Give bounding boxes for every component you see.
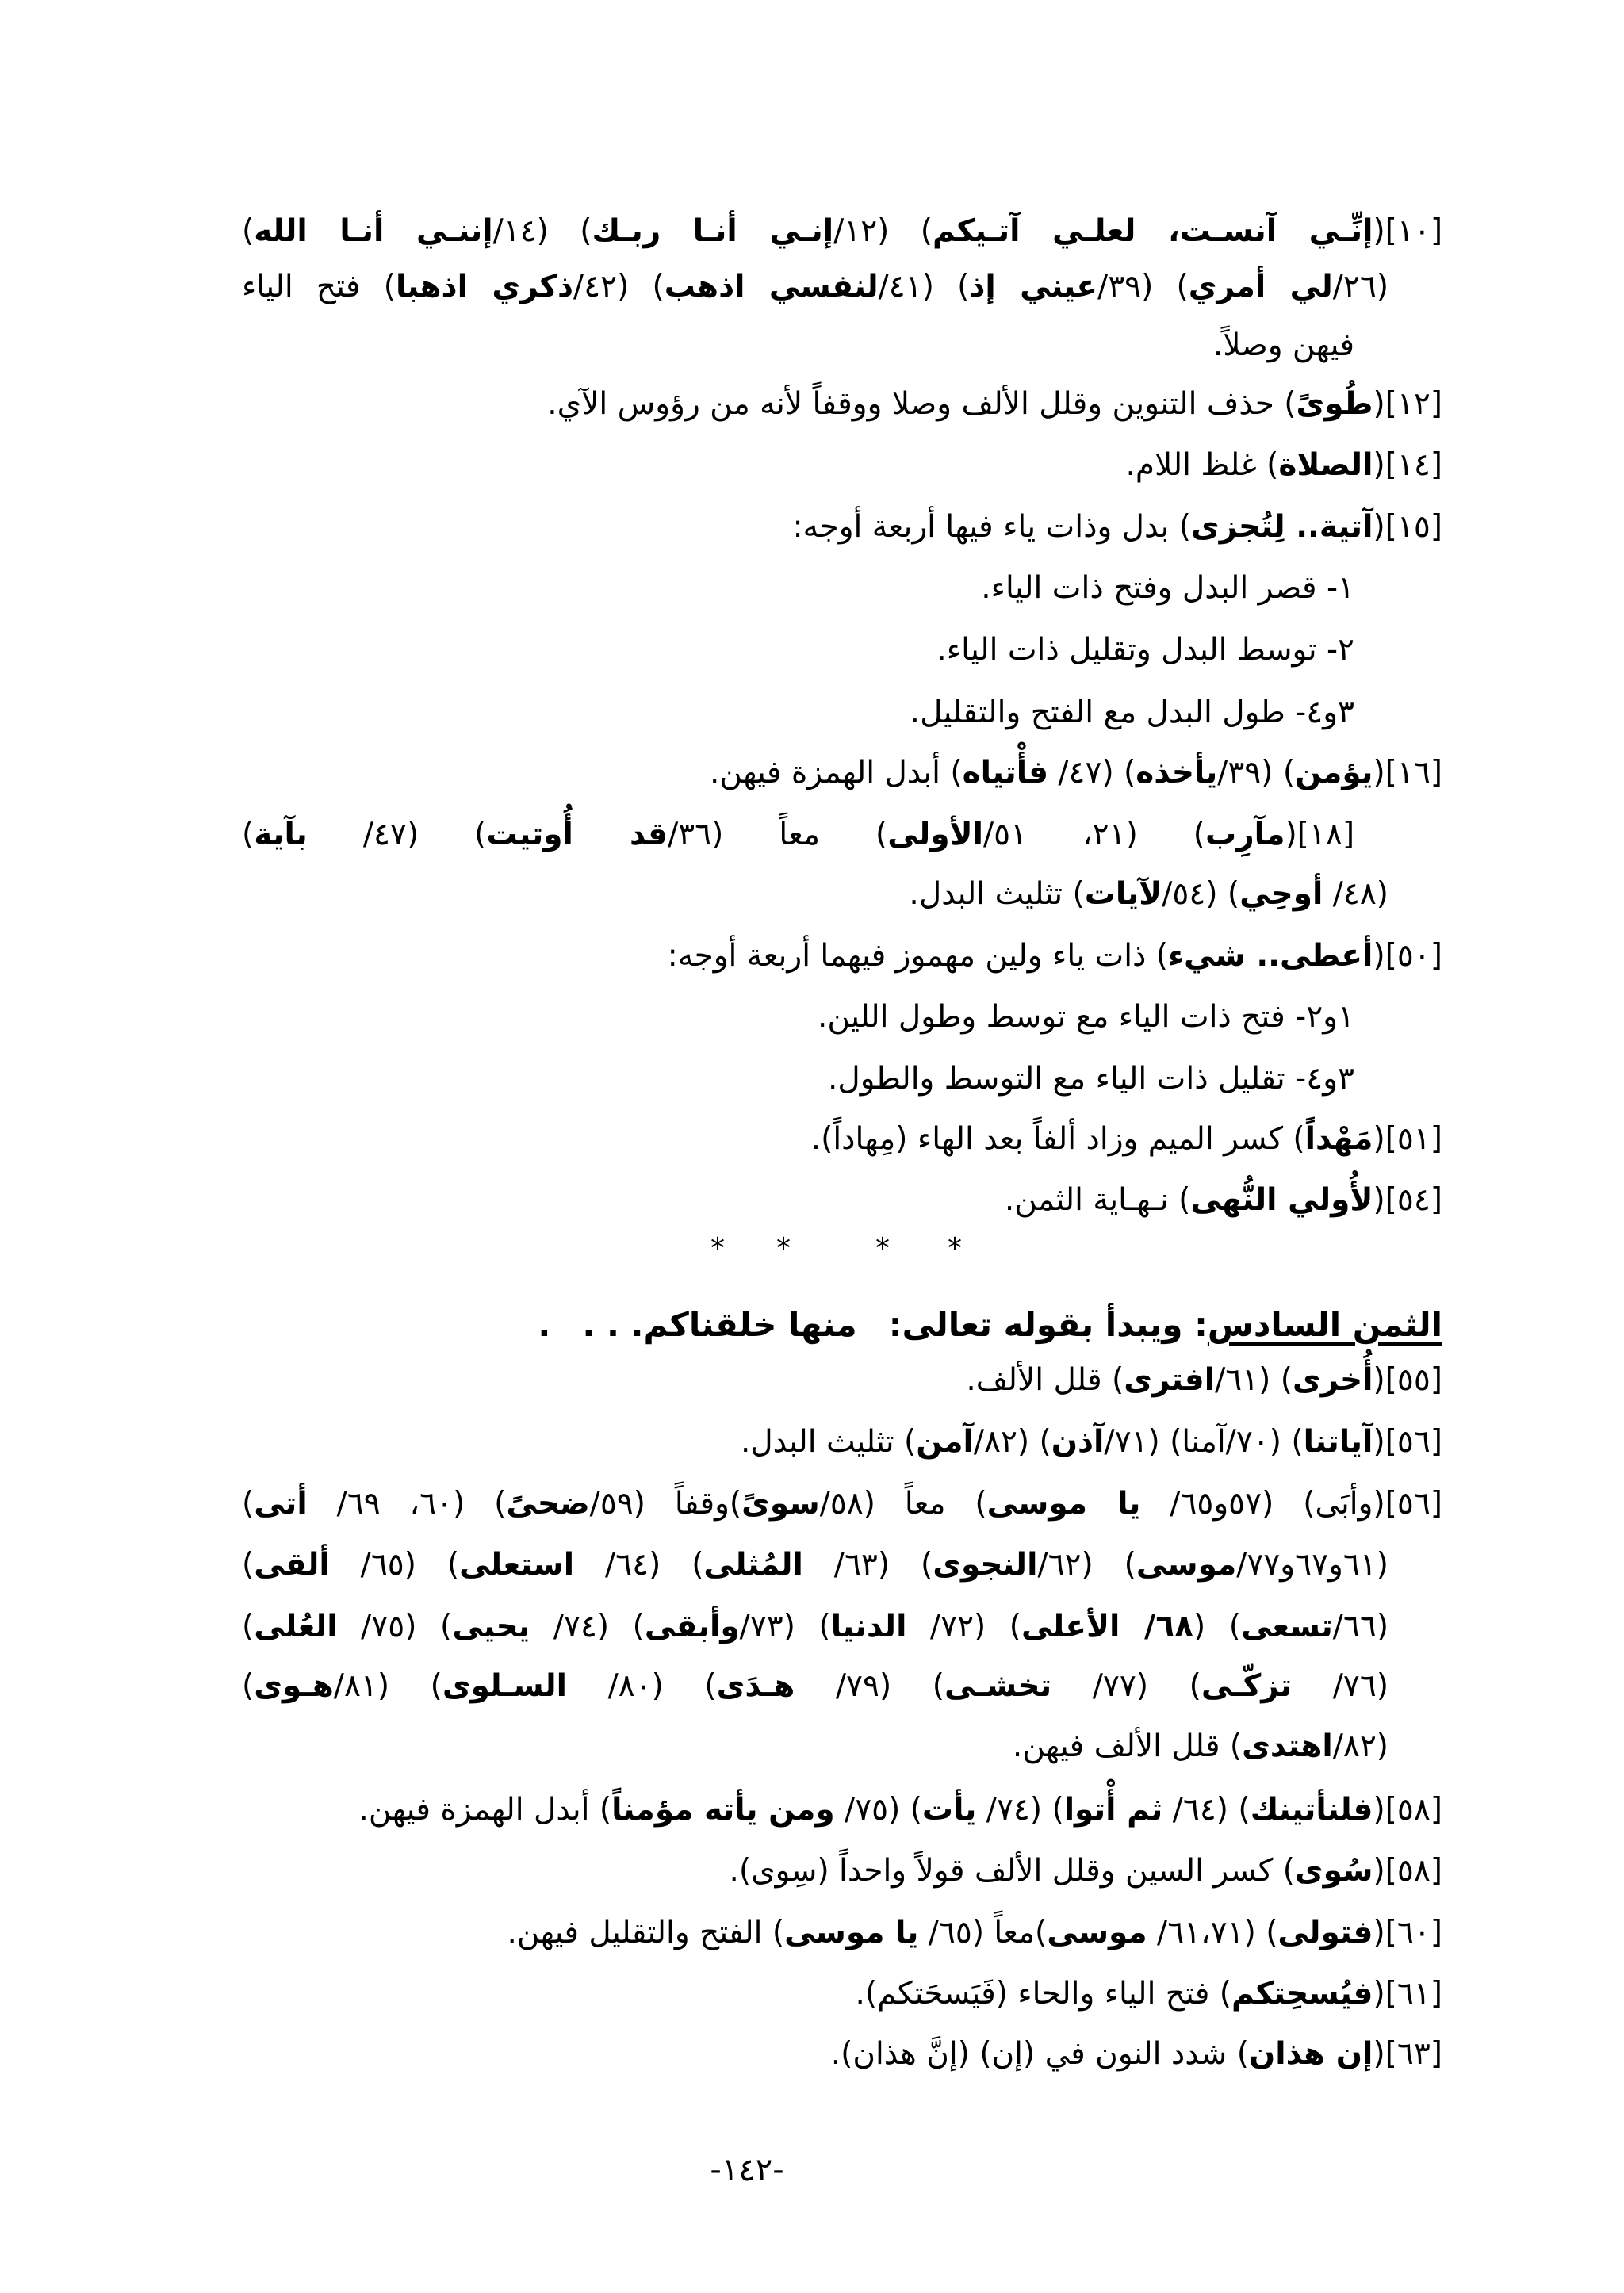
bold-term: لي أمري bbox=[1188, 269, 1333, 304]
line-text: ) (١٤/ bbox=[492, 213, 592, 249]
line-text: ) (٧٤/ bbox=[530, 1609, 645, 1644]
line-text: (٦٦/ bbox=[1332, 1609, 1389, 1644]
line-text: ) (٦٣/ bbox=[802, 1547, 933, 1583]
line-text: )وقفاً (٥٩/ bbox=[589, 1486, 742, 1522]
line-text: ) (٤٧/ bbox=[1048, 755, 1136, 790]
section-intro: : ويبدأ بقوله تعالى: bbox=[888, 1305, 1208, 1344]
bold-term: يا موسى bbox=[784, 1915, 919, 1950]
entry-line bbox=[729, 1843, 1442, 1899]
bold-term: إنِّـي آنسـت، لعلـي آتـيكم bbox=[932, 213, 1373, 249]
line-text: [٥٦](وأبَى) (٥٧و٦٥/ bbox=[1140, 1486, 1442, 1522]
line-text: ) (٤٧/ bbox=[307, 817, 487, 852]
bold-term: لأُولي النُّهى bbox=[1190, 1182, 1373, 1218]
line-text: ٣و٤- طول البدل مع الفتح والتقليل. bbox=[910, 695, 1354, 730]
separator-star: * bbox=[875, 1232, 890, 1265]
bold-term: سوىً bbox=[741, 1486, 820, 1522]
line-text: (٨٢/ bbox=[1332, 1728, 1388, 1764]
bold-term: السـلوى bbox=[442, 1668, 568, 1704]
bold-term: قد أُوتيت bbox=[486, 817, 668, 852]
line-text: ) تثليث البدل. bbox=[740, 1424, 917, 1460]
entry-line bbox=[242, 259, 1388, 315]
bold-term: هـوى bbox=[254, 1668, 334, 1704]
line-text: ) (٧٥/ bbox=[834, 1792, 922, 1828]
line-text: ) (٢١، ٥١/ bbox=[982, 817, 1206, 852]
bold-term: يا موسى bbox=[986, 1486, 1141, 1522]
line-text: ١- قصر البدل وفتح ذات الياء. bbox=[981, 570, 1354, 606]
bold-term: المُثلى bbox=[703, 1547, 803, 1583]
entry-line bbox=[741, 1414, 1442, 1470]
page-number: -١٤٢- bbox=[710, 2152, 784, 2188]
section-title: الثمن السادس bbox=[1207, 1305, 1442, 1344]
line-text: ) أبدل الهمزة فيهن. bbox=[709, 755, 963, 790]
line-text: ٢- توسط البدل وتقليل ذات الياء. bbox=[936, 632, 1354, 668]
line-text: [٥٦]( bbox=[1373, 1424, 1442, 1460]
line-text: ) ( bbox=[1193, 1609, 1241, 1644]
entry-line bbox=[710, 745, 1442, 801]
line-text: (٤٨/ bbox=[1323, 876, 1388, 912]
bold-term: الصلاة bbox=[1278, 447, 1373, 483]
separator-star: * bbox=[710, 1232, 725, 1265]
line-text: ) (٨٢/ bbox=[973, 1424, 1051, 1460]
bold-term: أتى bbox=[254, 1486, 308, 1522]
line-text: ) (٧٩/ bbox=[795, 1668, 944, 1704]
bold-term: إننـي أنـا الله bbox=[254, 213, 493, 249]
line-text: [١٦]( bbox=[1373, 755, 1442, 790]
bold-term: فأْتياه bbox=[962, 755, 1048, 790]
line-text: ) (٦١،٧١/ bbox=[1147, 1915, 1278, 1950]
line-text: ) تثليث البدل. bbox=[909, 876, 1085, 912]
line-text: ٣و٤- تقليل ذات الياء مع التوسط والطول. bbox=[827, 1061, 1354, 1097]
bold-term: آمن bbox=[916, 1424, 974, 1460]
bold-term: فيُسحِتكم bbox=[1231, 1976, 1373, 2012]
line-text: ) الفتح والتقليل فيهن. bbox=[507, 1915, 785, 1950]
line-text: [٥٠]( bbox=[1373, 938, 1442, 974]
section-heading bbox=[538, 1295, 1442, 1355]
line-text: ) bbox=[242, 1486, 255, 1522]
entry-line bbox=[242, 1599, 1388, 1655]
entry-line bbox=[668, 928, 1442, 984]
line-text: ) (٧٥/ bbox=[337, 1609, 453, 1644]
bold-term: ذكري اذهبا bbox=[395, 269, 574, 304]
line-text: ١و٢- فتح ذات الياء مع توسط وطول اللين. bbox=[818, 999, 1354, 1035]
bold-term: فتولى bbox=[1277, 1915, 1373, 1950]
entry-line bbox=[242, 1659, 1388, 1714]
line-text: [٦٠]( bbox=[1373, 1915, 1442, 1950]
line-text: ) bbox=[242, 1547, 255, 1583]
line-text: ) غلظ اللام. bbox=[1125, 447, 1279, 483]
entry-line bbox=[1005, 1173, 1442, 1228]
line-text: ) حذف التنوين وقلل الألف وصلا ووقفاً لأنه من رؤوس الآي. bbox=[547, 386, 1297, 422]
bold-term: يأت bbox=[921, 1792, 977, 1828]
entry-line bbox=[1213, 318, 1354, 373]
entry-line bbox=[909, 867, 1388, 922]
line-text: [٦٣]( bbox=[1373, 2036, 1442, 2072]
line-text: [١٨]( bbox=[1285, 817, 1355, 852]
bold-term: طُوىً bbox=[1296, 386, 1373, 422]
entry-line bbox=[966, 1353, 1442, 1408]
line-text: ) (٦١/ bbox=[1215, 1362, 1293, 1398]
bold-term: تخشـى bbox=[944, 1668, 1052, 1704]
bold-term: تسعى bbox=[1240, 1609, 1333, 1644]
entry-line bbox=[359, 1782, 1442, 1838]
bold-term: لنفسي اذهب bbox=[664, 269, 879, 304]
entry-line bbox=[793, 500, 1442, 555]
bold-term: أوحِي bbox=[1239, 876, 1323, 912]
line-text: [٥٥]( bbox=[1373, 1362, 1442, 1398]
line-text: ) (٤١/ bbox=[878, 269, 970, 304]
line-text: ) فتح الياء bbox=[242, 269, 396, 304]
line-text: [٥١]( bbox=[1373, 1121, 1442, 1157]
bold-term: إنـي أنـا ربـك bbox=[592, 213, 834, 249]
line-text: ) bbox=[242, 1668, 255, 1704]
entry-line bbox=[242, 807, 1354, 863]
line-text: ) bbox=[242, 213, 255, 249]
bold-term: النجوى bbox=[933, 1547, 1038, 1583]
line-text: ) كسر الميم وزاد ألفاً بعد الهاء (مِهاداً). bbox=[810, 1121, 1305, 1157]
bold-term: ضحىً bbox=[506, 1486, 590, 1522]
bold-term: سُوى bbox=[1294, 1853, 1373, 1889]
line-text: ) (٣٩/ bbox=[1217, 755, 1296, 790]
bold-term: إن هذان bbox=[1248, 2036, 1373, 2072]
bold-term: لآيات bbox=[1084, 876, 1162, 912]
entry-line bbox=[1013, 1719, 1388, 1774]
entry-line bbox=[811, 1112, 1442, 1167]
bold-term: أعطى.. شيء bbox=[1168, 938, 1373, 974]
line-text: فيهن وصلاً. bbox=[1212, 327, 1354, 363]
line-text: ) ذات ياء ولين مهموز فيهما أربعة أوجه: bbox=[667, 938, 1169, 974]
line-text: ) قلل الألف. bbox=[966, 1362, 1124, 1398]
line-text: ) (٥٤/ bbox=[1162, 876, 1240, 912]
line-text: [٥٤]( bbox=[1373, 1182, 1442, 1218]
bold-term: العُلى bbox=[254, 1609, 338, 1644]
bold-term: عيني إذ bbox=[969, 269, 1098, 304]
section-verse-end: . bbox=[538, 1305, 551, 1344]
line-text: ) (٦٥/ bbox=[329, 1547, 460, 1583]
line-text: ) bbox=[242, 1609, 255, 1644]
line-text: ) (٦٢/ bbox=[1037, 1547, 1136, 1583]
line-text: ) (٨١/ bbox=[333, 1668, 442, 1704]
list-item bbox=[828, 1051, 1354, 1107]
entry-line bbox=[242, 1476, 1442, 1532]
entry-line bbox=[855, 1966, 1442, 2022]
line-text: (٢٦/ bbox=[1332, 269, 1389, 304]
bold-term: يأخذه bbox=[1136, 755, 1218, 790]
line-text: ) bbox=[242, 817, 255, 852]
line-text: [٥٨]( bbox=[1373, 1853, 1442, 1889]
bold-term: موسى bbox=[1136, 1547, 1237, 1583]
bold-term: يحيى bbox=[452, 1609, 530, 1644]
line-text: [١٥]( bbox=[1373, 509, 1442, 545]
list-item bbox=[818, 990, 1354, 1045]
list-item bbox=[981, 561, 1354, 616]
line-text: ) (٧٢/ bbox=[906, 1609, 1021, 1644]
section-verse: منها خلقناكم. . . bbox=[582, 1305, 857, 1344]
entry-line bbox=[831, 2027, 1442, 2082]
bold-term: آتية.. لِتُجزى bbox=[1190, 509, 1373, 545]
bold-term: افترى bbox=[1124, 1362, 1216, 1398]
line-text: [٥٨]( bbox=[1373, 1792, 1442, 1828]
line-text: ) شدد النون في (إن) (إنَّ هذان). bbox=[830, 2036, 1249, 2072]
line-text: (٧٦/ bbox=[1292, 1668, 1389, 1704]
bold-term: يؤمن bbox=[1295, 755, 1373, 790]
line-text: [١٢]( bbox=[1373, 386, 1442, 422]
line-text: ) (٦٤/ bbox=[1162, 1792, 1251, 1828]
entry-line bbox=[242, 204, 1442, 259]
entry-line bbox=[1125, 438, 1442, 493]
bold-term: مَهْداً bbox=[1304, 1121, 1373, 1157]
bold-term: ٦٨/ الأعلى bbox=[1021, 1609, 1193, 1644]
bold-term: آذن bbox=[1051, 1424, 1105, 1460]
line-text: ) (٦٠، ٦٩/ bbox=[307, 1486, 507, 1522]
entry-line bbox=[508, 1905, 1442, 1961]
line-text: [١٤]( bbox=[1373, 447, 1442, 483]
separator-star: * bbox=[948, 1232, 962, 1265]
line-text: ) (٨٠/ bbox=[567, 1668, 717, 1704]
line-text: ) بدل وذات ياء فيها أربعة أوجه: bbox=[792, 509, 1191, 545]
bold-term: تزكّـى bbox=[1201, 1668, 1293, 1704]
line-text: [٦١]( bbox=[1373, 1976, 1442, 2012]
list-item bbox=[910, 685, 1354, 741]
line-text: ) معاً (٥٨/ bbox=[819, 1486, 987, 1522]
bold-term: ثم أْتوا bbox=[1063, 1792, 1163, 1828]
line-text: ) (٤٢/ bbox=[573, 269, 665, 304]
bold-term: بآية bbox=[254, 817, 308, 852]
line-text: ) (٦٤/ bbox=[574, 1547, 704, 1583]
line-text: ) فتح الياء والحاء (فَيَسحَتكم). bbox=[855, 1976, 1231, 2012]
bold-term: الأولى bbox=[887, 817, 983, 852]
line-text: ) أبدل الهمزة فيهن. bbox=[358, 1792, 612, 1828]
separator-star: * bbox=[776, 1232, 791, 1265]
bold-term: اهتدى bbox=[1242, 1728, 1333, 1764]
bold-term: وأبقى bbox=[644, 1609, 740, 1644]
bold-term: موسى bbox=[1047, 1915, 1147, 1950]
line-text: ) (٧٣/ bbox=[739, 1609, 831, 1644]
line-text: [١٠]( bbox=[1373, 213, 1443, 249]
line-text: ) نـهـاية الثمن. bbox=[1004, 1182, 1191, 1218]
line-text: ) (٧٠/آمنا) (٧١/ bbox=[1104, 1424, 1304, 1460]
list-item bbox=[936, 622, 1354, 678]
bold-term: ومن يأته مؤمناً bbox=[611, 1792, 835, 1828]
bold-term: هـدَى bbox=[716, 1668, 795, 1704]
line-text: ) (١٢/ bbox=[833, 213, 933, 249]
bold-term: ألقى bbox=[254, 1547, 330, 1583]
line-text: ) (٧٤/ bbox=[976, 1792, 1064, 1828]
bold-term: فلنأتينك bbox=[1250, 1792, 1373, 1828]
bold-term: مآرِب bbox=[1205, 817, 1285, 852]
line-text: )معاً (٦٥/ bbox=[918, 1915, 1048, 1950]
line-text: ) كسر السين وقلل الألف قولاً واحداً (سِوى). bbox=[729, 1853, 1295, 1889]
line-text: ) معاً (٣٦/ bbox=[668, 817, 888, 852]
bold-term: أُخرى bbox=[1292, 1362, 1373, 1398]
entry-line bbox=[547, 377, 1442, 432]
bold-term: آياتنا bbox=[1303, 1424, 1373, 1460]
bold-term: استعلى bbox=[459, 1547, 575, 1583]
line-text: ) قلل الألف فيهن. bbox=[1012, 1728, 1243, 1764]
bold-term: الدنيا bbox=[830, 1609, 907, 1644]
entry-line bbox=[242, 1537, 1388, 1593]
line-text: ) (٣٩/ bbox=[1097, 269, 1189, 304]
line-text: ) (٧٧/ bbox=[1051, 1668, 1201, 1704]
line-text: (٦١و٦٧و٧٧/ bbox=[1236, 1547, 1389, 1583]
